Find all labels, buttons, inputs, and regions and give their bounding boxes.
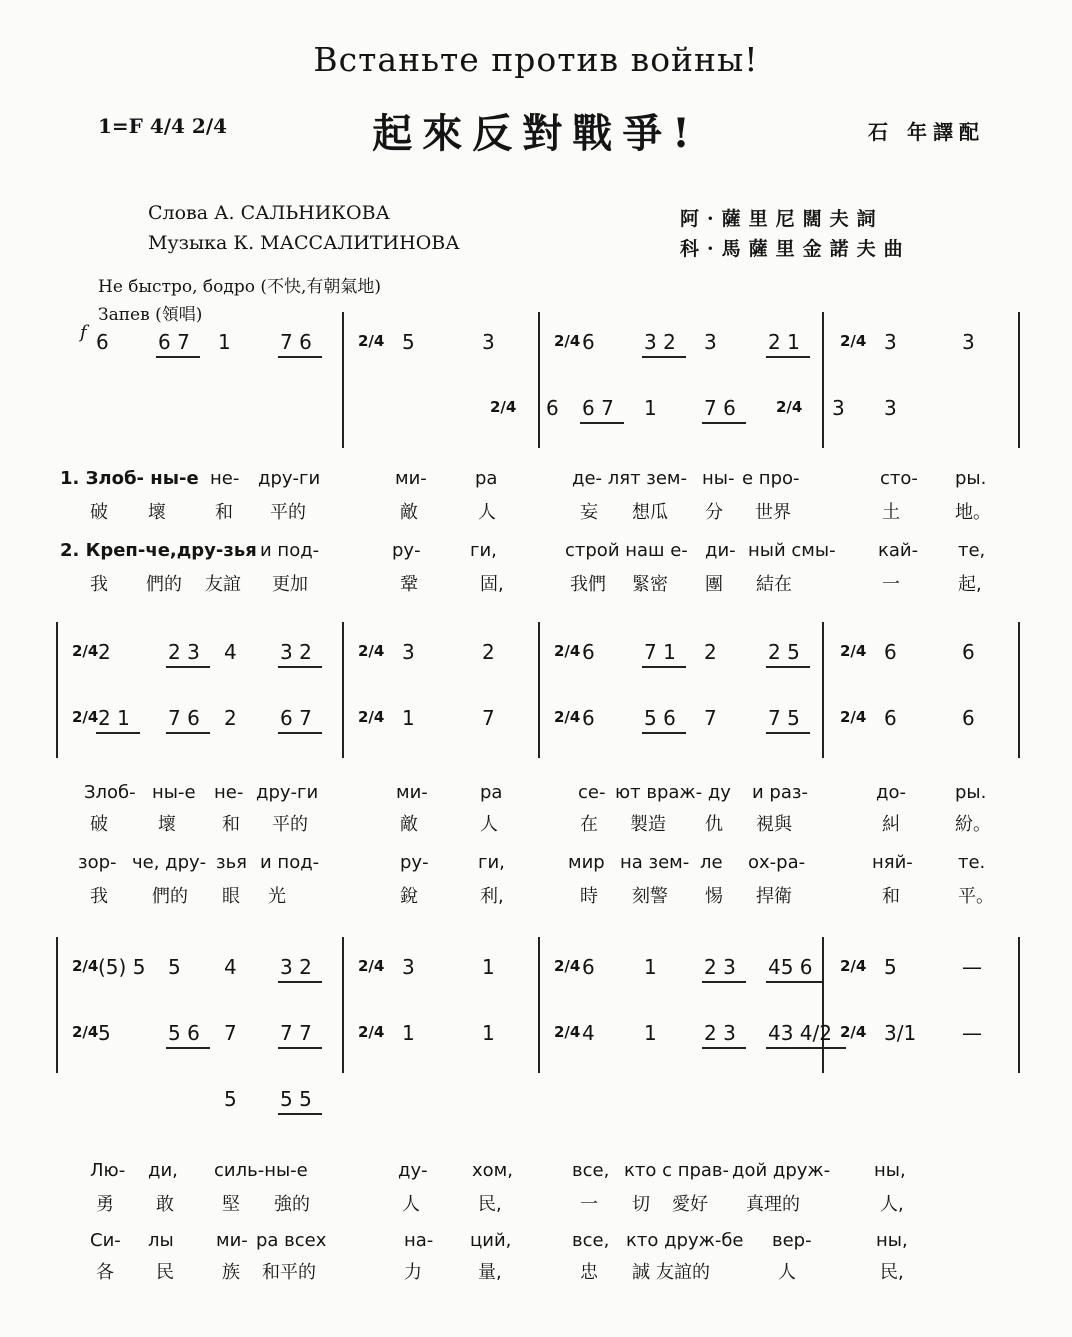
lyric-syllable-ru: вер- — [772, 1230, 812, 1251]
note: (5) 5 — [98, 955, 146, 979]
lyric-syllable-ru: до- — [876, 782, 906, 803]
lyric-syllable-zh: 固, — [480, 574, 504, 595]
lyric-syllable-ru: не- — [214, 782, 244, 803]
lyric-syllable-ru: не- — [210, 468, 240, 489]
lyric-syllable-ru: ры. — [955, 782, 987, 803]
beam-underline — [766, 666, 810, 668]
lyric-syllable-zh: 民, — [478, 1194, 502, 1215]
time-signature: 2/4 — [358, 332, 385, 350]
lyric-syllable-zh: 妄 — [580, 502, 598, 523]
note: 43 4/2 — [768, 1021, 832, 1045]
lyric-syllable-ru: ра — [475, 468, 498, 489]
beam-underline — [278, 356, 322, 358]
lyric-syllable-zh: 更加 — [272, 574, 308, 595]
lyric-syllable-zh: 力 — [404, 1262, 422, 1283]
lyric-syllable-zh: 壞 — [148, 502, 166, 523]
time-signature: 2/4 — [840, 1023, 867, 1041]
lyric-syllable-zh: 世界 — [755, 502, 791, 523]
lyric-syllable-zh: 製造 — [630, 814, 666, 835]
lyric-syllable-ru: зор- — [78, 852, 117, 873]
time-signature: 2/4 — [72, 708, 99, 726]
note: 6 — [884, 640, 897, 664]
note: 7 — [224, 1021, 237, 1045]
lyric-syllable-ru: ны-е — [152, 782, 196, 803]
beam-underline — [642, 732, 686, 734]
lyric-syllable-ru: и под- — [260, 852, 320, 873]
beam-underline — [166, 732, 210, 734]
lyric-syllable-ru: ны- — [702, 468, 735, 489]
lyric-syllable-zh: 我 — [90, 574, 108, 595]
lyric-syllable-ru: ны, — [874, 1160, 906, 1181]
beam-underline — [702, 422, 746, 424]
note: 3 — [482, 330, 495, 354]
note: 2 — [98, 640, 111, 664]
note: 2 1 — [768, 330, 800, 354]
lyric-syllable-ru: ми- — [216, 1230, 248, 1251]
lyric-syllable-zh: 鞏 — [400, 574, 418, 595]
note: 5 6 — [168, 1021, 200, 1045]
lyric-syllable-ru: няй- — [872, 852, 913, 873]
lyric-syllable-zh: 土 — [882, 502, 900, 523]
note: 5 — [168, 955, 181, 979]
lyric-syllable-ru: ры. — [955, 468, 987, 489]
lyric-syllable-zh: 和平的 — [262, 1262, 316, 1283]
lyric-syllable-zh: 破 — [90, 814, 108, 835]
lyric-syllable-zh: 民 — [156, 1262, 174, 1283]
lyric-syllable-ru: кай- — [878, 540, 919, 561]
lyric-syllable-zh: 眼 — [222, 886, 240, 907]
barline — [56, 622, 58, 758]
note: 3 — [402, 640, 415, 664]
beam-underline — [766, 981, 822, 983]
lyric-syllable-ru: ди, — [148, 1160, 178, 1181]
beam-underline — [580, 422, 624, 424]
lyric-syllable-zh: 分 — [705, 502, 723, 523]
note: 2 3 — [704, 955, 736, 979]
barline — [56, 937, 58, 1073]
lyric-syllable-zh: 我 — [90, 886, 108, 907]
lyric-syllable-ru: ди- — [705, 540, 736, 561]
note: 4 — [224, 955, 237, 979]
beam-underline — [766, 732, 810, 734]
lyric-syllable-ru: 2. Креп-че,дру-зья — [60, 540, 257, 561]
lyric-syllable-zh: 切 — [632, 1194, 650, 1215]
lyric-syllable-zh: 紛。 — [955, 814, 991, 835]
lyric-syllable-zh: 破 — [90, 502, 108, 523]
lyric-syllable-zh: 友誼 — [205, 574, 241, 595]
lyric-syllable-ru: дой друж- — [732, 1160, 831, 1181]
lyric-syllable-zh: 捍衛 — [756, 886, 792, 907]
time-signature: 2/4 — [358, 642, 385, 660]
key-signature: 1=F 4/4 2/4 — [98, 114, 228, 138]
barline — [342, 312, 344, 448]
lyric-syllable-ru: ми- — [396, 782, 428, 803]
beam-underline — [702, 1047, 746, 1049]
lyric-syllable-zh: 起, — [958, 574, 982, 595]
lyric-syllable-ru: ют враж- ду — [615, 782, 731, 803]
beam-underline — [278, 1113, 322, 1115]
lyric-syllable-ru: и раз- — [752, 782, 808, 803]
lyric-syllable-zh: 各 — [96, 1262, 114, 1283]
beam-underline — [166, 666, 210, 668]
lyric-syllable-zh: 結在 — [756, 574, 792, 595]
time-signature: 2/4 — [840, 642, 867, 660]
time-signature: 2/4 — [554, 708, 581, 726]
lyric-syllable-zh: 們的 — [152, 886, 188, 907]
note: 6 7 — [158, 330, 190, 354]
note: 3 2 — [280, 640, 312, 664]
tempo-marking: Не быстро, бодро (不快,有朝氣地) — [98, 277, 382, 297]
lyric-syllable-zh: 誠 — [632, 1262, 650, 1283]
lyric-syllable-zh: 強的 — [274, 1194, 310, 1215]
lyric-syllable-ru: Си- — [90, 1230, 121, 1251]
note: 5 5 — [280, 1087, 312, 1111]
time-signature: 2/4 — [554, 332, 581, 350]
lyric-syllable-zh: 光 — [268, 886, 286, 907]
lyric-syllable-zh: 平的 — [272, 814, 308, 835]
note: 3 2 — [280, 955, 312, 979]
lyric-syllable-zh: 人 — [402, 1194, 420, 1215]
section-label: Запев (領唱) — [98, 305, 203, 325]
lyric-syllable-zh: 族 — [222, 1262, 240, 1283]
lyric-syllable-zh: 糾 — [882, 814, 900, 835]
time-signature: 2/4 — [776, 398, 803, 416]
lyric-syllable-ru: ра всех — [256, 1230, 327, 1251]
note: 6 — [582, 706, 595, 730]
lyric-syllable-zh: 敵 — [400, 814, 418, 835]
lyric-syllable-ru: е про- — [742, 468, 800, 489]
lyric-syllable-ru: Злоб- — [84, 782, 136, 803]
lyric-syllable-zh: 量, — [478, 1262, 502, 1283]
title-russian: Встаньте против войны! — [313, 40, 759, 79]
beam-underline — [156, 356, 200, 358]
lyric-syllable-ru: мир — [568, 852, 605, 873]
lyricist-credit-ru: Слова А. САЛЬНИКОВА — [148, 202, 390, 224]
lyric-syllable-zh: 惕 — [705, 886, 723, 907]
lyric-syllable-zh: 們的 — [146, 574, 182, 595]
lyric-syllable-zh: 忠 — [580, 1262, 598, 1283]
lyric-syllable-ru: 1. Злоб- ны-е — [60, 468, 199, 489]
note: 6 — [582, 640, 595, 664]
note: 2 3 — [168, 640, 200, 664]
lyric-syllable-ru: лы — [148, 1230, 174, 1251]
barline — [342, 937, 344, 1073]
time-signature: 2/4 — [554, 642, 581, 660]
note: 6 7 — [582, 396, 614, 420]
note: — — [962, 1021, 982, 1045]
lyric-syllable-ru: ны, — [876, 1230, 908, 1251]
beam-underline — [278, 666, 322, 668]
time-signature: 2/4 — [358, 708, 385, 726]
beam-underline — [702, 981, 746, 983]
lyric-syllable-zh: 刻警 — [632, 886, 668, 907]
beam-underline — [96, 732, 140, 734]
beam-underline — [166, 1047, 210, 1049]
barline — [538, 622, 540, 758]
note: 6 7 — [280, 706, 312, 730]
time-signature: 2/4 — [554, 1023, 581, 1041]
lyric-syllable-ru: ру- — [400, 852, 429, 873]
note: 6 — [96, 330, 109, 354]
note: 7 1 — [644, 640, 676, 664]
beam-underline — [642, 666, 686, 668]
note: 6 — [582, 955, 595, 979]
lyric-syllable-zh: 團 — [705, 574, 723, 595]
note: 5 — [884, 955, 897, 979]
barline — [1018, 312, 1020, 448]
barline — [538, 937, 540, 1073]
note: 2 — [704, 640, 717, 664]
lyric-syllable-ru: де- лят зем- — [572, 468, 687, 489]
lyric-syllable-ru: ный смы- — [748, 540, 836, 561]
lyric-syllable-zh: 和 — [215, 502, 233, 523]
note: 3 — [832, 396, 845, 420]
note: 3 — [962, 330, 975, 354]
lyric-syllable-zh: 人 — [478, 502, 496, 523]
note: 3 — [884, 396, 897, 420]
lyric-syllable-ru: ох-ра- — [748, 852, 806, 873]
lyric-syllable-ru: силь-ны-е — [214, 1160, 308, 1181]
barline — [1018, 937, 1020, 1073]
lyric-syllable-ru: ми- — [395, 468, 427, 489]
note: 2 — [224, 706, 237, 730]
barline — [1018, 622, 1020, 758]
lyric-syllable-ru: строй наш е- — [565, 540, 688, 561]
note: 1 — [644, 1021, 657, 1045]
translator-credit: 石 年譯配 — [868, 120, 985, 144]
note: 1 — [402, 1021, 415, 1045]
time-signature: 2/4 — [840, 332, 867, 350]
note: 3/1 — [884, 1021, 917, 1045]
lyric-syllable-ru: кто с прав- — [624, 1160, 730, 1181]
lyric-syllable-ru: хом, — [472, 1160, 513, 1181]
time-signature: 2/4 — [72, 1023, 99, 1041]
note: 1 — [482, 1021, 495, 1045]
barline — [538, 312, 540, 448]
note: 3 2 — [644, 330, 676, 354]
beam-underline — [766, 1047, 846, 1049]
note: 45 6 — [768, 955, 813, 979]
time-signature: 2/4 — [490, 398, 517, 416]
beam-underline — [766, 356, 810, 358]
note: 7 — [704, 706, 717, 730]
lyric-syllable-zh: 視與 — [756, 814, 792, 835]
lyric-syllable-zh: 利, — [480, 886, 504, 907]
lyric-syllable-ru: кто друж-бе — [626, 1230, 744, 1251]
note: 6 — [962, 706, 975, 730]
note: 1 — [402, 706, 415, 730]
lyric-syllable-ru: че, дру- — [132, 852, 207, 873]
note: 6 — [884, 706, 897, 730]
lyric-syllable-ru: сто- — [880, 468, 918, 489]
barline — [342, 622, 344, 758]
time-signature: 2/4 — [72, 957, 99, 975]
lyric-syllable-ru: ру- — [392, 540, 421, 561]
note: 3 — [884, 330, 897, 354]
barline — [822, 937, 824, 1073]
time-signature: 2/4 — [554, 957, 581, 975]
lyric-syllable-zh: 和 — [882, 886, 900, 907]
note: 4 — [582, 1021, 595, 1045]
note: 5 6 — [644, 706, 676, 730]
note: — — [962, 955, 982, 979]
lyric-syllable-ru: се- — [578, 782, 606, 803]
note: 2 — [482, 640, 495, 664]
note: 2 5 — [768, 640, 800, 664]
lyric-syllable-zh: 仇 — [705, 814, 723, 835]
lyric-syllable-zh: 人 — [778, 1262, 796, 1283]
lyric-syllable-zh: 一 — [580, 1194, 598, 1215]
note: 5 — [402, 330, 415, 354]
lyric-syllable-zh: 民, — [880, 1262, 904, 1283]
dynamic-marking: f — [80, 322, 87, 343]
lyric-syllable-ru: ра — [480, 782, 503, 803]
lyric-syllable-zh: 堅 — [222, 1194, 240, 1215]
lyricist-credit-zh: 阿·薩里尼闊夫詞 — [680, 208, 884, 230]
composer-credit-zh: 科·馬薩里金諾夫曲 — [680, 238, 911, 260]
lyric-syllable-ru: все, — [572, 1230, 610, 1251]
lyric-syllable-ru: те. — [958, 852, 986, 873]
title-chinese: 起來反對戰爭! — [372, 110, 700, 157]
composer-credit-ru: Музыка К. МАССАЛИТИНОВА — [148, 232, 460, 254]
lyric-syllable-zh: 勇 — [96, 1194, 114, 1215]
note: 6 — [582, 330, 595, 354]
lyric-syllable-ru: все, — [572, 1160, 610, 1181]
note: 3 — [402, 955, 415, 979]
lyric-syllable-zh: 銳 — [400, 886, 418, 907]
lyric-syllable-zh: 平的 — [270, 502, 306, 523]
lyric-syllable-ru: на- — [404, 1230, 434, 1251]
lyric-syllable-zh: 壞 — [158, 814, 176, 835]
lyric-syllable-ru: ги, — [478, 852, 505, 873]
lyric-syllable-ru: ду- — [398, 1160, 428, 1181]
note: 6 — [546, 396, 559, 420]
lyric-syllable-zh: 人, — [880, 1194, 904, 1215]
note: 2 3 — [704, 1021, 736, 1045]
lyric-syllable-ru: Лю- — [90, 1160, 126, 1181]
note: 6 — [962, 640, 975, 664]
time-signature: 2/4 — [840, 708, 867, 726]
beam-underline — [278, 1047, 322, 1049]
note: 7 — [482, 706, 495, 730]
lyric-syllable-zh: 我們 — [570, 574, 606, 595]
note: 5 — [98, 1021, 111, 1045]
lyric-syllable-zh: 時 — [580, 886, 598, 907]
beam-underline — [278, 732, 322, 734]
lyric-syllable-ru: ги, — [470, 540, 497, 561]
time-signature: 2/4 — [840, 957, 867, 975]
barline — [822, 622, 824, 758]
beam-underline — [278, 981, 322, 983]
lyric-syllable-zh: 愛好 — [672, 1194, 708, 1215]
beam-underline — [642, 356, 686, 358]
note: 2 1 — [98, 706, 130, 730]
lyric-syllable-zh: 人 — [480, 814, 498, 835]
lyric-syllable-ru: те, — [958, 540, 986, 561]
barline — [822, 312, 824, 448]
lyric-syllable-zh: 真理的 — [746, 1194, 800, 1215]
lyric-syllable-zh: 想瓜 — [632, 502, 668, 523]
lyric-syllable-ru: и под- — [260, 540, 320, 561]
lyric-syllable-zh: 在 — [580, 814, 598, 835]
lyric-syllable-ru: ле — [700, 852, 723, 873]
note: 7 7 — [280, 1021, 312, 1045]
lyric-syllable-zh: 平。 — [958, 886, 994, 907]
lyric-syllable-ru: на зем- — [620, 852, 690, 873]
note: 1 — [218, 330, 231, 354]
lyric-syllable-zh: 敢 — [156, 1194, 174, 1215]
note: 1 — [482, 955, 495, 979]
note: 7 6 — [704, 396, 736, 420]
note: 7 5 — [768, 706, 800, 730]
note: 1 — [644, 955, 657, 979]
lyric-syllable-ru: дру-ги — [256, 782, 319, 803]
lyric-syllable-ru: зья — [216, 852, 248, 873]
lyric-syllable-zh: 一 — [882, 574, 900, 595]
time-signature: 2/4 — [358, 1023, 385, 1041]
note: 1 — [644, 396, 657, 420]
time-signature: 2/4 — [72, 642, 99, 660]
lyric-syllable-ru: дру-ги — [258, 468, 321, 489]
note: 5 — [224, 1087, 237, 1111]
lyric-syllable-zh: 緊密 — [632, 574, 668, 595]
note: 4 — [224, 640, 237, 664]
time-signature: 2/4 — [358, 957, 385, 975]
lyric-syllable-zh: 地。 — [955, 502, 991, 523]
note: 7 6 — [168, 706, 200, 730]
lyric-syllable-zh: 和 — [222, 814, 240, 835]
lyric-syllable-ru: ций, — [470, 1230, 512, 1251]
lyric-syllable-zh: 敵 — [400, 502, 418, 523]
note: 7 6 — [280, 330, 312, 354]
note: 3 — [704, 330, 717, 354]
lyric-syllable-zh: 友誼的 — [656, 1262, 710, 1283]
